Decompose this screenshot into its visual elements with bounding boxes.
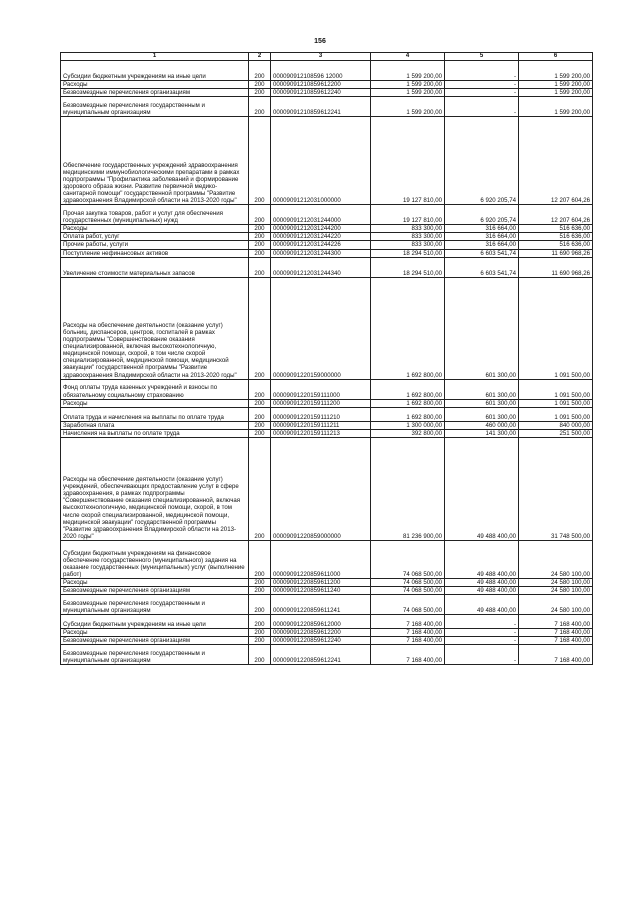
row-approved-cell: 74 068 500,00	[371, 540, 445, 578]
column-header: 3	[271, 53, 371, 61]
table-row	[61, 277, 593, 379]
row-code-cell: 200	[249, 645, 271, 665]
row-name-cell: Увеличение стоимости материальных запасов	[61, 257, 249, 277]
row-code-cell: 200	[249, 225, 271, 233]
table-row	[61, 595, 593, 615]
row-name-cell: Расходы	[61, 629, 249, 637]
table-row	[61, 257, 593, 277]
row-name-cell: Субсидии бюджетным учреждениям на финансовое обеспечение государственного (муниципального) задания на оказание государственных (муниципальных) услуг (выполнение работ)	[61, 540, 249, 578]
row-code-cell: 200	[249, 421, 271, 429]
row-unexecuted-cell: 251 500,00	[519, 429, 593, 437]
row-code-cell: 200	[249, 629, 271, 637]
row-executed-cell: -	[445, 81, 519, 89]
row-name-cell: Прочая закупка товаров, работ и услуг для обеспечения государственных (муниципальных) нужд	[61, 205, 249, 225]
row-unexecuted-cell: 12 207 604,26	[519, 205, 593, 225]
row-kbk-cell: 00009091212031000000	[271, 117, 371, 205]
row-unexecuted-cell: 12 207 604,26	[519, 117, 593, 205]
row-unexecuted-cell: 1 091 500,00	[519, 399, 593, 407]
page-number: 156	[314, 38, 326, 45]
row-kbk-cell: 00009091210859612240	[271, 89, 371, 97]
row-approved-cell: 7 168 400,00	[371, 629, 445, 637]
row-name-cell: Безвозмездные перечисления государственным и муниципальным организациям	[61, 97, 249, 117]
row-kbk-cell: 00009091220159111211	[271, 421, 371, 429]
row-name-cell: Субсидии бюджетным учреждениям на иные цели	[61, 615, 249, 629]
table-row	[61, 540, 593, 578]
row-kbk-cell: 00009091220859612241	[271, 645, 371, 665]
row-executed-cell: 316 664,00	[445, 241, 519, 249]
table-row	[61, 379, 593, 399]
row-approved-cell: 1 599 200,00	[371, 61, 445, 81]
row-approved-cell: 19 127 810,00	[371, 117, 445, 205]
budget-execution-table	[60, 52, 593, 665]
row-code-cell: 200	[249, 637, 271, 645]
row-code-cell: 200	[249, 540, 271, 578]
row-code-cell: 200	[249, 233, 271, 241]
column-header: 4	[371, 53, 445, 61]
column-header: 5	[445, 53, 519, 61]
column-header: 1	[61, 53, 249, 61]
row-unexecuted-cell: 516 636,00	[519, 233, 593, 241]
row-unexecuted-cell: 840 000,00	[519, 421, 593, 429]
row-executed-cell: -	[445, 629, 519, 637]
row-executed-cell: -	[445, 645, 519, 665]
row-code-cell: 200	[249, 379, 271, 399]
table-row	[61, 645, 593, 665]
row-code-cell: 200	[249, 437, 271, 540]
row-approved-cell: 1 300 000,00	[371, 421, 445, 429]
table-row	[61, 615, 593, 629]
row-executed-cell: 6 603 541,74	[445, 257, 519, 277]
row-kbk-cell: 00009091220859611200	[271, 578, 371, 586]
row-kbk-cell: 00009091220859000000	[271, 437, 371, 540]
row-code-cell: 200	[249, 399, 271, 407]
row-kbk-cell: 00009091220159111200	[271, 399, 371, 407]
row-unexecuted-cell: 1 599 200,00	[519, 89, 593, 97]
row-kbk-cell: 00009091220859612200	[271, 629, 371, 637]
row-code-cell: 200	[249, 429, 271, 437]
row-name-cell: Субсидии бюджетным учреждениям на иные цели	[61, 61, 249, 81]
row-kbk-cell: 00009091212031244200	[271, 225, 371, 233]
row-unexecuted-cell: 31 748 500,00	[519, 437, 593, 540]
row-unexecuted-cell: 24 580 100,00	[519, 595, 593, 615]
table-row	[61, 637, 593, 645]
row-unexecuted-cell: 1 091 500,00	[519, 277, 593, 379]
row-approved-cell: 18 294 510,00	[371, 257, 445, 277]
row-unexecuted-cell: 1 599 200,00	[519, 81, 593, 89]
row-name-cell: Оплата труда и начисления на выплаты по оплате труда	[61, 407, 249, 421]
row-kbk-cell: 00009091210859612200	[271, 81, 371, 89]
row-kbk-cell: 00009091220859611000	[271, 540, 371, 578]
row-executed-cell: -	[445, 97, 519, 117]
table-row	[61, 241, 593, 249]
row-kbk-cell: 00009091212031244220	[271, 233, 371, 241]
row-code-cell: 200	[249, 249, 271, 257]
row-approved-cell: 1 599 200,00	[371, 81, 445, 89]
row-executed-cell: 316 664,00	[445, 233, 519, 241]
row-name-cell: Безвозмездные перечисления организациям	[61, 587, 249, 595]
row-executed-cell: 49 488 400,00	[445, 578, 519, 586]
row-code-cell: 200	[249, 205, 271, 225]
row-name-cell: Прочие работы, услуги	[61, 241, 249, 249]
row-executed-cell: 49 488 400,00	[445, 540, 519, 578]
row-approved-cell: 1 599 200,00	[371, 89, 445, 97]
row-approved-cell: 1 692 800,00	[371, 399, 445, 407]
row-executed-cell: 6 920 205,74	[445, 117, 519, 205]
table-row	[61, 578, 593, 586]
row-name-cell: Безвозмездные перечисления государственным и муниципальным организациям	[61, 595, 249, 615]
row-unexecuted-cell: 1 599 200,00	[519, 61, 593, 81]
table-row	[61, 407, 593, 421]
row-executed-cell: 49 488 400,00	[445, 437, 519, 540]
row-approved-cell: 392 800,00	[371, 429, 445, 437]
table-header-row	[61, 53, 593, 61]
row-name-cell: Расходы	[61, 399, 249, 407]
row-code-cell: 200	[249, 97, 271, 117]
table-row	[61, 629, 593, 637]
row-unexecuted-cell: 7 168 400,00	[519, 615, 593, 629]
column-header: 6	[519, 53, 593, 61]
row-approved-cell: 833 300,00	[371, 225, 445, 233]
row-unexecuted-cell: 7 168 400,00	[519, 629, 593, 637]
row-unexecuted-cell: 1 091 500,00	[519, 407, 593, 421]
row-code-cell: 200	[249, 241, 271, 249]
row-unexecuted-cell: 11 690 968,26	[519, 257, 593, 277]
row-executed-cell: -	[445, 637, 519, 645]
row-executed-cell: -	[445, 615, 519, 629]
row-code-cell: 200	[249, 578, 271, 586]
table-row	[61, 81, 593, 89]
row-executed-cell: 460 000,00	[445, 421, 519, 429]
row-approved-cell: 7 168 400,00	[371, 615, 445, 629]
row-name-cell: Расходы	[61, 81, 249, 89]
row-code-cell: 200	[249, 81, 271, 89]
row-kbk-cell: 00009091212031244340	[271, 257, 371, 277]
row-name-cell: Поступление нефинансовых активов	[61, 249, 249, 257]
row-executed-cell: 601 300,00	[445, 399, 519, 407]
table-row	[61, 399, 593, 407]
row-kbk-cell: 00009091212031244226	[271, 241, 371, 249]
row-executed-cell: 316 664,00	[445, 225, 519, 233]
row-executed-cell: -	[445, 61, 519, 81]
row-executed-cell: 601 300,00	[445, 407, 519, 421]
row-kbk-cell: 00009091212031244300	[271, 249, 371, 257]
row-unexecuted-cell: 516 636,00	[519, 241, 593, 249]
row-name-cell: Заработная плата	[61, 421, 249, 429]
row-kbk-cell: 00009091220859612000	[271, 615, 371, 629]
table-row	[61, 225, 593, 233]
table-row	[61, 429, 593, 437]
table-row	[61, 437, 593, 540]
row-code-cell: 200	[249, 587, 271, 595]
table-row	[61, 89, 593, 97]
row-approved-cell: 7 168 400,00	[371, 645, 445, 665]
row-approved-cell: 74 068 500,00	[371, 578, 445, 586]
table-row	[61, 97, 593, 117]
row-approved-cell: 1 692 800,00	[371, 379, 445, 399]
row-executed-cell: 6 603 541,74	[445, 249, 519, 257]
row-name-cell: Расходы на обеспечение деятельности (оказание услуг) больниц, диспансеров, центров, госпиталей в рамках подпрограммы "Совершенствование оказания специализированной, включая высокотехнологичную, медицинской помощи, скорой, в том числе скорой специализированной, медицинской помощи, медицинской эвакуации" государственной программы "Развитие здравоохранения Владимирской области на 2013-2020 годы"	[61, 277, 249, 379]
row-unexecuted-cell: 24 580 100,00	[519, 587, 593, 595]
row-executed-cell: 141 300,00	[445, 429, 519, 437]
column-header: 2	[249, 53, 271, 61]
row-unexecuted-cell: 7 168 400,00	[519, 637, 593, 645]
row-name-cell: Обеспечение государственных учреждений здравоохранения медицинскими иммунобиологическими препаратами в рамках подпрограммы "Профилактика заболеваний и формирование здорового образа жизни. Развитие первичной медико-санитарной помощи" государственной программы "Развитие здравоохранения Владимирской области на 2013-2020 годы"	[61, 117, 249, 205]
row-approved-cell: 74 068 500,00	[371, 595, 445, 615]
row-unexecuted-cell: 24 580 100,00	[519, 540, 593, 578]
row-executed-cell: 601 300,00	[445, 379, 519, 399]
row-code-cell: 200	[249, 595, 271, 615]
row-approved-cell: 7 168 400,00	[371, 637, 445, 645]
row-unexecuted-cell: 24 580 100,00	[519, 578, 593, 586]
row-name-cell: Безвозмездные перечисления государственным и муниципальным организациям	[61, 645, 249, 665]
row-code-cell: 200	[249, 61, 271, 81]
row-unexecuted-cell: 1 091 500,00	[519, 379, 593, 399]
row-kbk-cell: 00009091220159000000	[271, 277, 371, 379]
row-name-cell: Фонд оплаты труда казенных учреждений и взносы по обязательному социальному страхованию	[61, 379, 249, 399]
row-unexecuted-cell: 516 636,00	[519, 225, 593, 233]
table-row	[61, 421, 593, 429]
row-name-cell: Безвозмездные перечисления организациям	[61, 637, 249, 645]
row-kbk-cell: 00009091220859611240	[271, 587, 371, 595]
row-name-cell: Начисления на выплаты по оплате труда	[61, 429, 249, 437]
row-code-cell: 200	[249, 117, 271, 205]
row-code-cell: 200	[249, 257, 271, 277]
row-code-cell: 200	[249, 89, 271, 97]
table-row	[61, 205, 593, 225]
row-kbk-cell: 000090912108596 12000	[271, 61, 371, 81]
row-kbk-cell: 00009091220159111210	[271, 407, 371, 421]
row-unexecuted-cell: 1 599 200,00	[519, 97, 593, 117]
row-kbk-cell: 00009091220159111213	[271, 429, 371, 437]
row-approved-cell: 19 127 810,00	[371, 205, 445, 225]
row-name-cell: Расходы	[61, 225, 249, 233]
row-approved-cell: 1 599 200,00	[371, 97, 445, 117]
row-approved-cell: 74 068 500,00	[371, 587, 445, 595]
row-approved-cell: 833 300,00	[371, 233, 445, 241]
row-approved-cell: 81 236 900,00	[371, 437, 445, 540]
row-code-cell: 200	[249, 407, 271, 421]
row-kbk-cell: 00009091220859611241	[271, 595, 371, 615]
table-row	[61, 233, 593, 241]
row-approved-cell: 833 300,00	[371, 241, 445, 249]
row-approved-cell: 1 692 800,00	[371, 407, 445, 421]
row-code-cell: 200	[249, 615, 271, 629]
row-approved-cell: 18 294 510,00	[371, 249, 445, 257]
row-unexecuted-cell: 11 690 968,26	[519, 249, 593, 257]
table-row	[61, 587, 593, 595]
table-row	[61, 117, 593, 205]
row-kbk-cell: 00009091210859612241	[271, 97, 371, 117]
row-kbk-cell: 00009091212031244000	[271, 205, 371, 225]
row-executed-cell: -	[445, 89, 519, 97]
row-kbk-cell: 00009091220859612240	[271, 637, 371, 645]
row-executed-cell: 6 920 205,74	[445, 205, 519, 225]
row-kbk-cell: 00009091220159111000	[271, 379, 371, 399]
row-name-cell: Расходы	[61, 578, 249, 586]
row-executed-cell: 49 488 400,00	[445, 595, 519, 615]
row-name-cell: Оплата работ, услуг	[61, 233, 249, 241]
row-name-cell: Расходы на обеспечение деятельности (оказание услуг) учреждений, обеспечивающих предоставление услуг в сфере здравоохранения, в рамках подпрограммы "Совершенствование оказания специализированной, включая высокотехнологичную, медицинской помощи, скорой, в том числе скорой специализированной, медицинской помощи, медицинской эвакуации" государственной программы "Развитие здравоохранения Владимирской области на 2013-2020 годы"	[61, 437, 249, 540]
row-executed-cell: 601 300,00	[445, 277, 519, 379]
table-row	[61, 61, 593, 81]
row-unexecuted-cell: 7 168 400,00	[519, 645, 593, 665]
table-row	[61, 249, 593, 257]
row-approved-cell: 1 692 800,00	[371, 277, 445, 379]
row-name-cell: Безвозмездные перечисления организациям	[61, 89, 249, 97]
row-executed-cell: 49 488 400,00	[445, 587, 519, 595]
row-code-cell: 200	[249, 277, 271, 379]
